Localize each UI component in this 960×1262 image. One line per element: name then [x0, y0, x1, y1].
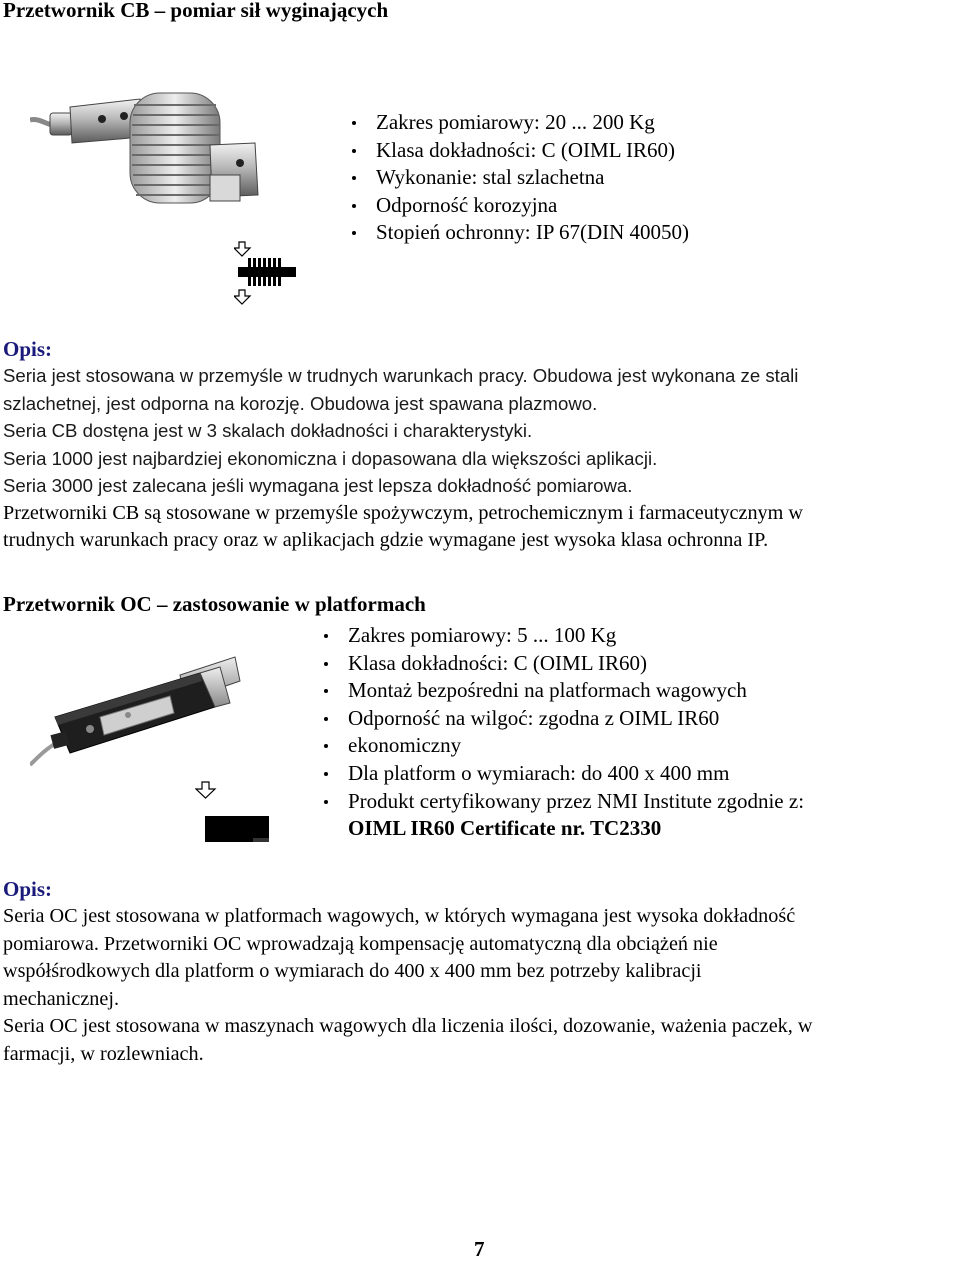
spec-item: ekonomiczny	[322, 732, 804, 760]
description-line: pomiarowa. Przetworniki OC wprowadzają kompensację automatyczną dla obciążeń nie	[3, 932, 718, 955]
description-line: Seria 3000 jest zalecana jeśli wymagana jest lepsza dokładność pomiarowa.	[3, 475, 633, 496]
oc-description-label: Opis:	[3, 877, 53, 901]
description-line: Seria OC jest stosowana w platformach wagowych, w których wymagana jest wysoka dokładność	[3, 905, 796, 927]
spec-item: Zakres pomiarowy: 5 ... 100 Kg	[322, 622, 804, 650]
section-oc-title: Przetwornik OC – zastosowanie w platformach	[3, 592, 426, 616]
spec-item: Klasa dokładności: C (OIML IR60)	[322, 650, 804, 678]
certificate-number: OIML IR60 Certificate nr. TC2330	[348, 816, 662, 841]
spec-item: Klasa dokładności: C (OIML IR60)	[350, 137, 689, 165]
description-line: mechanicznej.	[3, 987, 120, 1010]
spec-item: Stopień ochronny: IP 67(DIN 40050)	[350, 219, 689, 247]
spec-item: Montaż bezpośredni na platformach wagowych	[322, 677, 804, 705]
description-line: współśrodkowych dla platform o wymiarach do 400 x 400 mm bez potrzeby kalibracji	[3, 960, 702, 982]
description-line: Seria jest stosowana w przemyśle w trudnych warunkach pracy. Obudowa jest wykonana ze stali	[3, 365, 799, 386]
description-line: trudnych warunkach pracy oraz w aplikacjach gdzie wymagane jest wysoka klasa ochronna IP.	[3, 529, 769, 551]
cb-load-cell-image	[30, 85, 280, 215]
spec-item: Wykonanie: stal szlachetna	[350, 164, 689, 192]
section-cb-title: Przetwornik CB – pomiar sił wyginających	[3, 0, 389, 22]
cb-description	[3, 362, 960, 555]
cb-spec-list	[350, 109, 689, 247]
spec-item: Odporność korozyjna	[350, 192, 689, 220]
platform-force-diagram-icon	[195, 780, 275, 846]
spec-item: Produkt certyfikowany przez NMI Institute zgodnie z:	[322, 788, 804, 816]
bending-force-diagram-icon	[234, 240, 300, 306]
description-line: Seria OC jest stosowana w maszynach wagowych dla liczenia ilości, dozowanie, ważenia paczek, w	[3, 1015, 813, 1037]
spec-item: Dla platform o wymiarach: do 400 x 400 mm	[322, 760, 804, 788]
oc-load-cell-image	[30, 655, 250, 770]
spec-item: Zakres pomiarowy: 20 ... 200 Kg	[350, 109, 689, 137]
description-line: szlachetnej, jest odporna na korozję. Obudowa jest spawana plazmowo.	[3, 392, 598, 414]
page-number: 7	[474, 1237, 485, 1261]
description-line: Seria CB dostęna jest w 3 skalach dokładności i charakterystyki.	[3, 420, 533, 441]
oc-spec-list	[322, 622, 804, 843]
cb-description-label: Opis:	[3, 337, 53, 361]
description-line: Seria 1000 jest najbardziej ekonomiczna i dopasowana dla większości aplikacji.	[3, 447, 658, 469]
description-line: Przetworniki CB są stosowane w przemyśle spożywczym, petrochemicznym i farmaceutycznym w	[3, 501, 803, 524]
oc-description	[3, 903, 960, 1068]
description-line: farmacji, w rozlewniach.	[3, 1042, 204, 1065]
spec-item: Odporność na wilgoć: zgodna z OIML IR60	[322, 705, 804, 733]
